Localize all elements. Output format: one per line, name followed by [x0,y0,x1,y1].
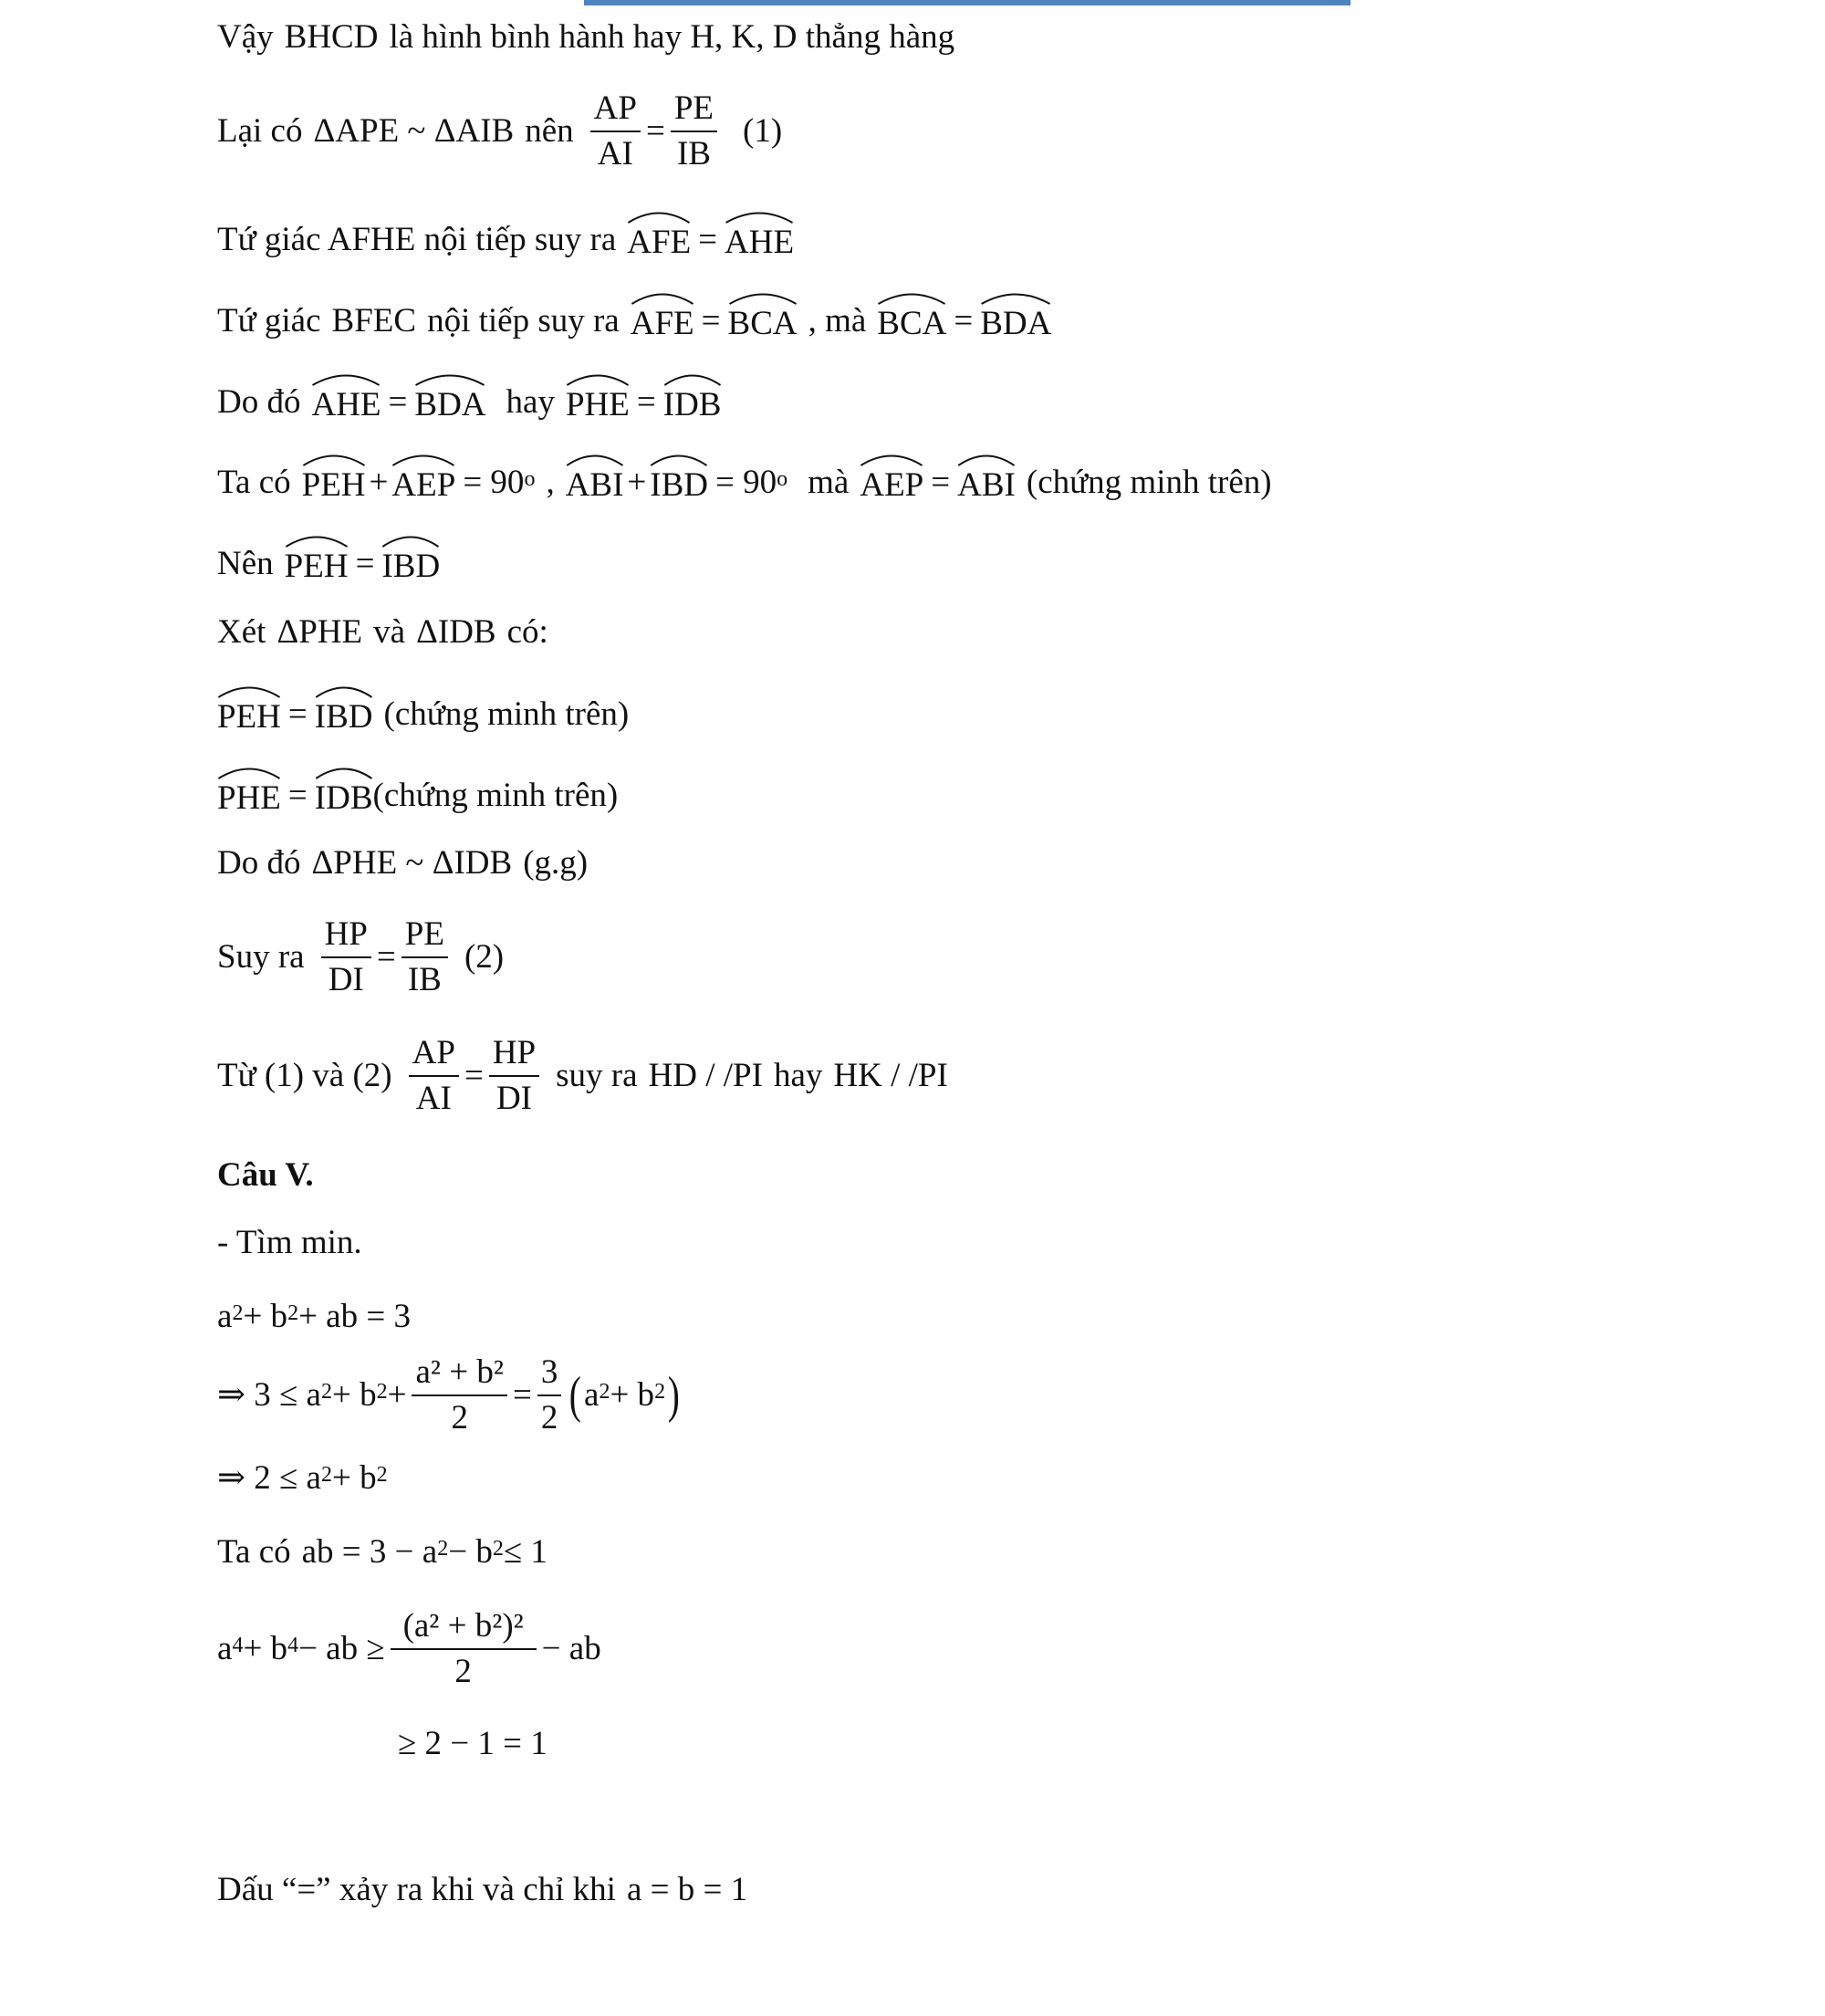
angle: IBD [381,540,440,588]
text: Ta có [217,1533,291,1571]
angle: AHE [311,379,381,426]
numerator: HP [324,915,368,953]
denominator: IB [407,961,442,998]
math-text: − b [448,1533,493,1571]
angle: AFE [631,298,694,345]
text: Lại có [217,112,303,150]
angle: IBD [315,691,373,738]
exponent: 2 [376,1463,388,1487]
line-9 [217,691,629,738]
text: có: [506,613,548,651]
line-16 [217,1296,411,1338]
line-22 [217,1869,747,1911]
equals-sign: = [464,1057,484,1094]
numerator: PE [673,89,714,127]
exponent: 2 [437,1537,449,1561]
exponent: 2 [232,1301,244,1325]
angle: PEH [217,691,281,738]
text: và [373,613,406,651]
math-text: − ab ≥ [298,1630,385,1667]
math-text: a = b = 1 [626,1871,748,1908]
exponent: 2 [654,1380,666,1404]
equals-sign: = [698,221,718,258]
angle: PHE [217,772,281,820]
exponent: 2 [376,1380,388,1404]
fraction [590,87,641,176]
exponent: 4 [287,1634,299,1657]
denominator: 2 [451,1399,468,1436]
math-text: ≤ 1 [503,1533,548,1571]
fraction [412,1351,506,1440]
line-18 [217,1457,388,1499]
math-text: HK / /PI [833,1057,948,1094]
equals-sign: = [636,383,656,421]
angle: BDA [414,379,485,426]
numerator: a² + b² [415,1353,504,1391]
text: Tứ giác AFHE nội tiếp suy ra [217,221,617,258]
text: , mà [808,302,867,339]
angle: IDB [663,379,722,426]
line-21 [398,1723,548,1765]
math-text: − ab [541,1630,601,1667]
equals-sign: = [287,777,308,814]
math-text: ΔPHE [276,613,363,651]
math-text: ΔPHE ~ ΔIDB [311,844,513,882]
text: , [546,464,555,501]
angle: ABI [566,459,624,507]
section-heading [217,1154,314,1196]
fraction [391,1604,537,1694]
text: (chứng minh trên) [372,777,619,814]
text: Ta có [217,464,291,501]
header-fragment [584,0,1350,5]
equals-sign: = [376,938,396,976]
text: Do đó [217,383,301,421]
denominator: DI [328,961,364,998]
math-text: + b [610,1376,655,1414]
math-text: + [387,1376,407,1414]
angle: PEH [285,540,349,588]
text: Do đó [217,844,301,882]
angle: PHE [566,379,630,426]
denominator: AI [597,135,633,172]
math-text: HD / /PI [648,1057,763,1094]
fraction [402,913,448,1002]
math-text: a [217,1630,233,1667]
equation-tag: (2) [464,938,505,976]
line-15 [217,1222,362,1264]
denominator: DI [495,1080,532,1117]
text: Vậy [217,18,274,56]
equals-sign: = [931,464,951,501]
plus-sign: + [369,464,389,501]
equals-sign: = [645,112,665,150]
math-text: + b [243,1630,288,1667]
angle: BCA [877,298,946,345]
math-text: + ab = 3 [298,1298,411,1335]
left-paren: ( [569,1367,582,1424]
exponent: 4 [232,1634,244,1657]
line-1 [217,16,954,58]
degree: o [524,467,536,491]
line-11 [217,842,588,884]
math-text: + b [331,1376,377,1414]
line-17 [217,1351,683,1440]
angle: AEP [391,459,455,507]
numerator: PE [404,915,444,953]
denominator: 2 [454,1653,472,1690]
math-text: BFEC [331,302,417,339]
line-12 [217,913,504,1002]
text: Nên [217,545,274,582]
equation-tag: (1) [743,112,783,150]
fraction [409,1031,459,1121]
line-19 [217,1531,548,1573]
math-text: + b [243,1298,288,1335]
line-6 [217,459,1272,507]
fraction [321,913,371,1002]
text: (chứng minh trên) [1026,464,1272,501]
numerator: AP [412,1034,455,1071]
math-text: ⇒ 2 ≤ a [217,1459,321,1497]
text: Từ (1) và (2) [217,1057,392,1094]
equals-sign: = [701,302,721,339]
angle: AFE [627,216,691,264]
line-13 [217,1031,948,1121]
heading-text: Câu V. [217,1156,314,1194]
text: hay [773,1057,823,1094]
equals-sign: = [287,695,308,733]
math-text: ≥ 2 − 1 = 1 [398,1725,548,1762]
exponent: 2 [320,1380,332,1404]
text: (chứng minh trên) [383,695,630,733]
numerator: (a² + b²)² [402,1607,524,1645]
line-10 [217,772,618,820]
equals-sign: = [954,302,974,339]
text: nội tiếp suy ra [427,302,620,339]
denominator: 2 [540,1399,558,1436]
angle: BDA [980,298,1051,345]
exponent: 2 [320,1463,332,1487]
equals-sign: = [355,545,375,582]
math-text: ⇒ 3 ≤ a [217,1376,321,1414]
fraction [671,87,717,176]
text: Xét [217,613,266,651]
math-text: = 90 [715,464,777,501]
exponent: 2 [492,1537,504,1561]
numerator: 3 [540,1353,558,1391]
line-20 [217,1604,601,1694]
math-text: + b [331,1459,377,1497]
text: - Tìm min. [217,1224,362,1261]
right-paren: ) [667,1367,680,1424]
denominator: AI [415,1080,452,1117]
text: (g.g) [523,844,589,882]
math-text: a [584,1376,600,1414]
line-3 [217,216,794,264]
angle: IDB [315,772,373,820]
equals-sign: = [388,383,408,421]
exponent: 2 [287,1301,299,1325]
fraction [489,1031,539,1121]
text: là hình bình hành hay H, K, D thẳng hàng [389,18,955,56]
angle: ABI [957,459,1016,507]
text: nên [525,112,574,150]
math-text: = 90 [463,464,525,501]
text: Tứ giác [217,302,321,339]
text: Dấu “=” xảy ra khi và chỉ khi [217,1871,616,1908]
line-8 [217,611,548,653]
angle: IBD [650,459,708,507]
text: Suy ra [217,938,305,976]
exponent: 2 [599,1380,610,1404]
denominator: IB [676,135,711,172]
text: mà [808,464,850,501]
angle: AHE [725,216,794,264]
numerator: HP [492,1034,537,1071]
plus-sign: + [627,464,647,501]
angle: AEP [860,459,923,507]
equals-sign: = [512,1376,532,1414]
math-text: a [217,1298,233,1335]
degree: o [777,467,788,491]
line-5 [217,379,721,426]
math-text: ΔAPE ~ ΔAIB [313,112,515,150]
math-text: ΔIDB [416,613,496,651]
text: suy ra [556,1057,638,1094]
math-text: BHCD [284,18,379,56]
line-7 [217,540,440,588]
line-2 [217,87,782,176]
numerator: AP [593,89,637,127]
line-4 [217,298,1051,345]
math-text: ab = 3 − a [301,1533,438,1571]
text: hay [506,383,555,421]
angle: PEH [302,459,366,507]
angle: BCA [728,298,798,345]
fraction [537,1351,562,1440]
